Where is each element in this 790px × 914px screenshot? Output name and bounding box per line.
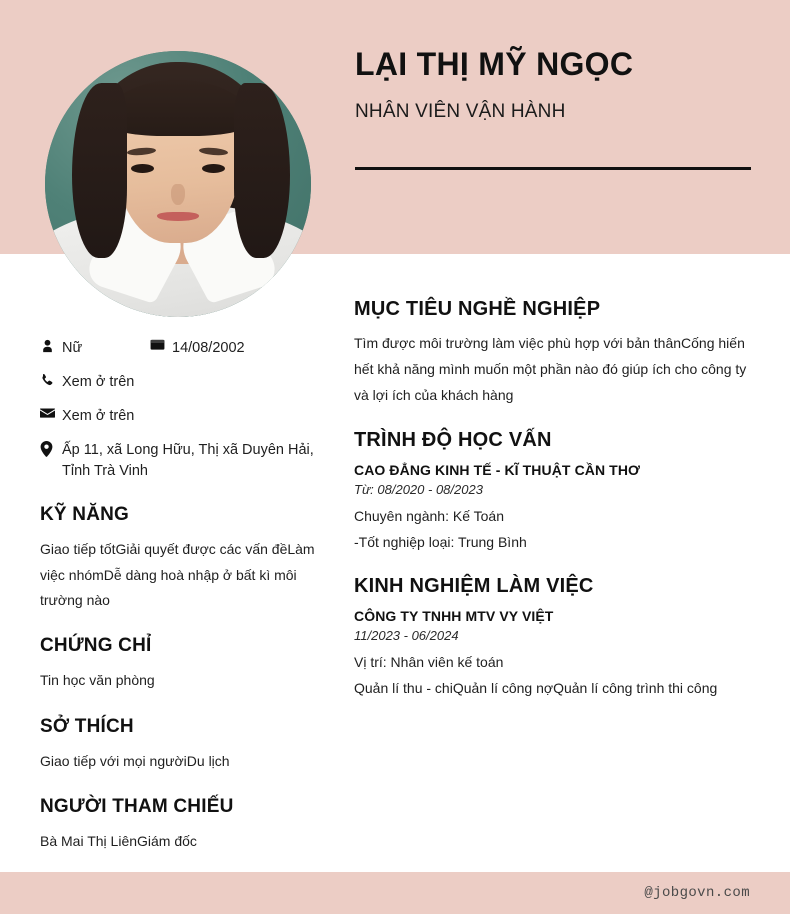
contact-email-value: Xem ở trên	[62, 408, 135, 425]
section-certificates-title: CHỨNG CHỈ	[40, 635, 152, 657]
person-icon	[40, 338, 62, 354]
contact-birthday-value: 14/08/2002	[172, 340, 245, 356]
experience-company-name: CÔNG TY TNHH MTV VY VIỆT	[354, 608, 554, 625]
header-text-block	[355, 46, 755, 123]
section-references-body: Bà Mai Thị LiênGiám đốc	[40, 833, 197, 850]
section-interests	[40, 716, 326, 774]
candidate-name: LẠI THỊ MỸ NGỌC	[355, 46, 634, 82]
section-objective	[354, 298, 754, 409]
candidate-role: NHÂN VIÊN VẬN HÀNH	[355, 100, 566, 122]
experience-position: Vị trí: Nhân viên kế toán	[354, 654, 504, 671]
contact-item-birthday	[150, 338, 245, 359]
experience-duties: Quản lí thu - chiQuản lí công nợQuản lí công trình thi công	[354, 680, 718, 697]
education-grade: -Tốt nghiệp loại: Trung Bình	[354, 533, 527, 550]
calendar-icon	[150, 338, 172, 351]
section-references	[40, 796, 326, 854]
contact-item-address	[40, 440, 326, 482]
photo-hair-left	[72, 83, 128, 259]
section-objective-body: Tìm được môi trường làm việc phù hợp với bản thânCống hiến hết khả năng mình muốn một phần nào đó giúp ích cho công ty và lợi ích của khách hàng	[354, 335, 747, 403]
experience-date-range: 11/2023 - 06/2024	[354, 628, 459, 644]
section-interests-body: Giao tiếp với mọi ngườiDu lịch	[40, 752, 230, 769]
contact-address-value: Ấp 11, xã Long Hữu, Thị xã Duyên Hải, Tỉnh Trà Vinh	[62, 442, 314, 480]
section-experience-title: KINH NGHIỆM LÀM VIỆC	[354, 575, 594, 598]
contact-item-phone	[40, 372, 326, 393]
phone-icon	[40, 372, 62, 388]
main-column	[354, 298, 754, 722]
site-watermark: @jobgovn.com	[644, 885, 750, 901]
section-certificates-body: Tin học văn phòng	[40, 672, 155, 689]
profile-photo-illustration	[45, 51, 311, 317]
photo-nose	[171, 184, 184, 205]
section-objective-title: MỤC TIÊU NGHỀ NGHIỆP	[354, 298, 601, 320]
education-date-range: Từ: 08/2020 - 08/2023	[354, 481, 483, 497]
photo-hair-right	[234, 83, 290, 259]
section-skills-body: Giao tiếp tốtGiải quyết được các vấn đềLàm việc nhómDễ dàng hoà nhập ở bất kì môi trường nào	[40, 541, 315, 609]
section-education-title: TRÌNH ĐỘ HỌC VẤN	[354, 428, 552, 451]
contact-item-gender	[40, 338, 150, 359]
contact-info-list	[40, 338, 326, 482]
contact-item-email	[40, 406, 326, 427]
education-school-name: CAO ĐẲNG KINH TẾ - KĨ THUẬT CẦN THƠ	[354, 461, 641, 478]
location-pin-icon	[40, 440, 62, 457]
contact-phone-value: Xem ở trên	[62, 374, 135, 391]
section-experience	[354, 575, 754, 702]
section-certificates	[40, 635, 326, 693]
section-education	[354, 429, 754, 556]
section-interests-title: SỞ THÍCH	[40, 715, 134, 737]
header-divider	[355, 167, 751, 170]
sidebar-column	[40, 338, 326, 855]
envelope-icon	[40, 406, 62, 419]
section-skills-title: KỸ NĂNG	[40, 504, 130, 526]
section-skills	[40, 504, 326, 613]
photo-eye-right	[202, 164, 225, 173]
contact-row-gender-birthday	[40, 338, 326, 359]
profile-photo	[45, 51, 311, 317]
contact-gender-value: Nữ	[62, 340, 83, 356]
section-references-title: NGƯỜI THAM CHIẾU	[40, 796, 234, 818]
education-major: Chuyên ngành: Kế Toán	[354, 507, 504, 524]
